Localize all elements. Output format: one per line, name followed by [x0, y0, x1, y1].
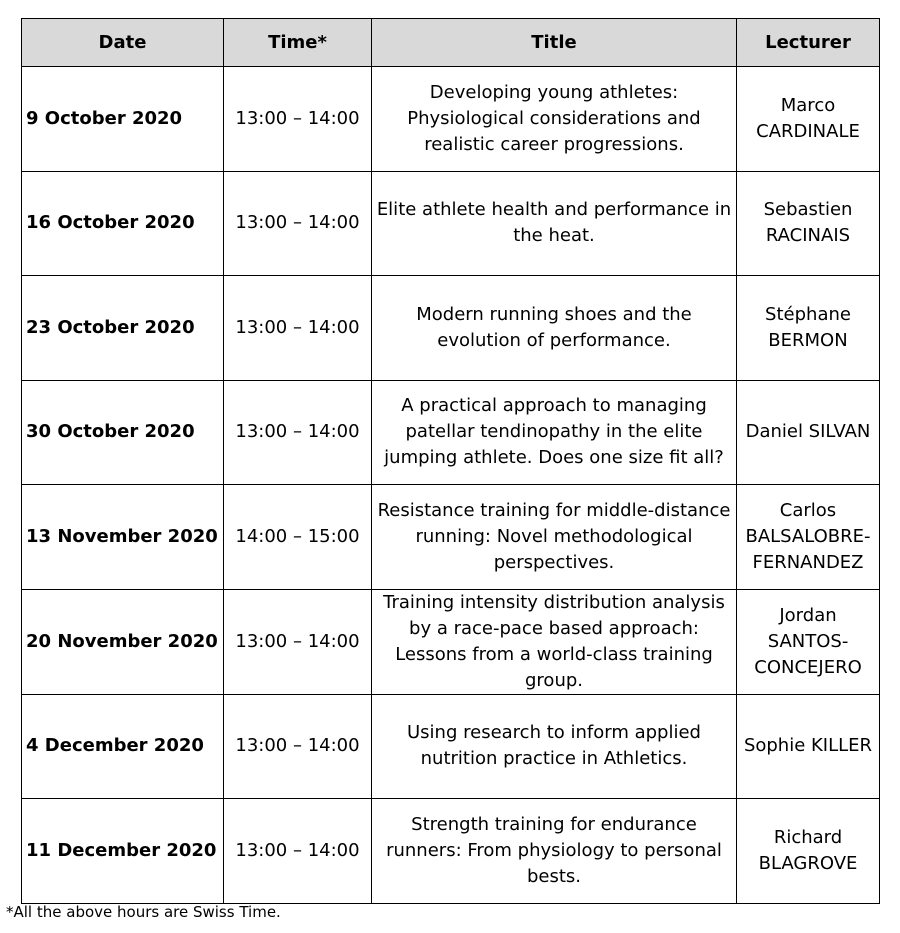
- cell-lecturer: Richard BLAGROVE: [737, 799, 880, 904]
- cell-time: 14:00 – 15:00: [224, 485, 372, 590]
- header-date: Date: [22, 19, 224, 67]
- table-row: [22, 799, 880, 904]
- cell-date: 11 December 2020: [22, 799, 224, 904]
- cell-title: Training intensity distribution analysis by a race-pace based approach: Lessons from a world-class training group.: [372, 589, 737, 694]
- table-row: [22, 589, 880, 694]
- lecture-schedule-table: [21, 18, 880, 904]
- cell-date: 23 October 2020: [22, 276, 224, 381]
- table-row: [22, 694, 880, 799]
- table-row: [22, 276, 880, 381]
- cell-title: Strength training for endurance runners: From physiology to personal bests.: [372, 799, 737, 904]
- cell-lecturer: Marco CARDINALE: [737, 67, 880, 172]
- cell-date: 4 December 2020: [22, 694, 224, 799]
- cell-title: Modern running shoes and the evolution of performance.: [372, 276, 737, 381]
- cell-date: 16 October 2020: [22, 171, 224, 276]
- cell-date: 20 November 2020: [22, 589, 224, 694]
- cell-time: 13:00 – 14:00: [224, 799, 372, 904]
- cell-date: 30 October 2020: [22, 380, 224, 485]
- cell-time: 13:00 – 14:00: [224, 171, 372, 276]
- table-row: [22, 380, 880, 485]
- cell-title: Resistance training for middle-distance running: Novel methodological perspectives.: [372, 485, 737, 590]
- table-row: [22, 171, 880, 276]
- cell-time: 13:00 – 14:00: [224, 67, 372, 172]
- table-header-row: [22, 19, 880, 67]
- header-time: Time*: [224, 19, 372, 67]
- cell-lecturer: Stéphane BERMON: [737, 276, 880, 381]
- table-row: [22, 485, 880, 590]
- header-title: Title: [372, 19, 737, 67]
- cell-lecturer: Jordan SANTOS-CONCEJERO: [737, 589, 880, 694]
- cell-lecturer: Carlos BALSALOBRE-FERNANDEZ: [737, 485, 880, 590]
- cell-time: 13:00 – 14:00: [224, 694, 372, 799]
- header-lecturer: Lecturer: [737, 19, 880, 67]
- cell-title: Developing young athletes: Physiological considerations and realistic career progressions.: [372, 67, 737, 172]
- cell-lecturer: Sebastien RACINAIS: [737, 171, 880, 276]
- cell-date: 13 November 2020: [22, 485, 224, 590]
- table-row: [22, 67, 880, 172]
- time-zone-footnote: *All the above hours are Swiss Time.: [6, 903, 281, 921]
- cell-lecturer: Sophie KILLER: [737, 694, 880, 799]
- cell-time: 13:00 – 14:00: [224, 380, 372, 485]
- cell-time: 13:00 – 14:00: [224, 276, 372, 381]
- cell-date: 9 October 2020: [22, 67, 224, 172]
- cell-lecturer: Daniel SILVAN: [737, 380, 880, 485]
- cell-title: Elite athlete health and performance in the heat.: [372, 171, 737, 276]
- cell-time: 13:00 – 14:00: [224, 589, 372, 694]
- cell-title: Using research to inform applied nutrition practice in Athletics.: [372, 694, 737, 799]
- cell-title: A practical approach to managing patellar tendinopathy in the elite jumping athlete. Does one size fit all?: [372, 380, 737, 485]
